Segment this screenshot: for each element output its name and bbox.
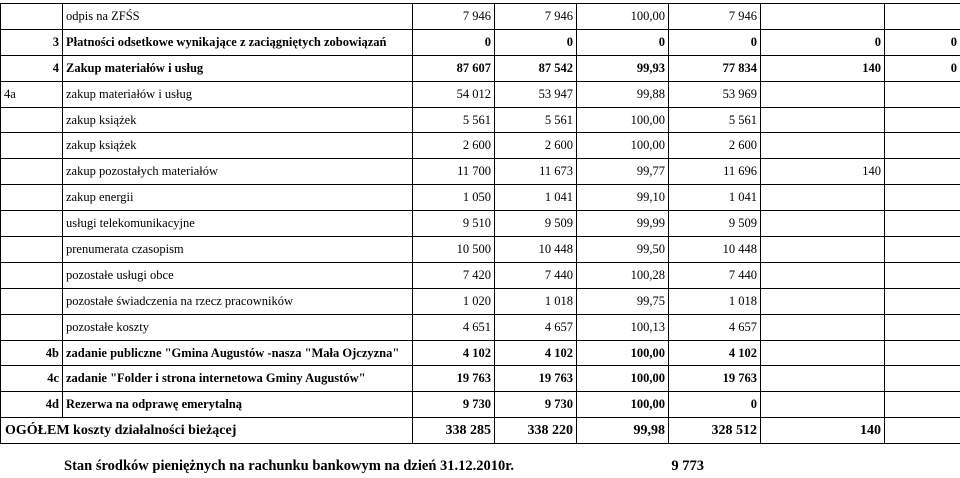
row-label: zadanie "Folder i strona internetowa Gminy Augustów" — [63, 366, 413, 392]
plan-value: 0 — [413, 29, 495, 55]
overdue-value — [885, 159, 960, 185]
total-executed-value: 338 220 — [495, 418, 577, 444]
row-label: prenumerata czasopism — [63, 237, 413, 263]
total-expense-value: 328 512 — [669, 418, 761, 444]
row-label: pozostałe świadczenia na rzecz pracowników — [63, 288, 413, 314]
bank-balance-value: 9 773 — [671, 458, 704, 474]
plan-value: 1 050 — [413, 185, 495, 211]
percent-value: 99,50 — [577, 237, 669, 263]
executed-value: 4 657 — [495, 314, 577, 340]
row-number — [1, 159, 63, 185]
percent-value: 100,00 — [577, 340, 669, 366]
commitment-value — [761, 288, 885, 314]
total-overdue-value — [885, 418, 960, 444]
plan-value: 9 510 — [413, 211, 495, 237]
expense-value: 10 448 — [669, 237, 761, 263]
commitment-value — [761, 81, 885, 107]
percent-value: 100,00 — [577, 4, 669, 30]
overdue-value — [885, 185, 960, 211]
executed-value: 0 — [495, 29, 577, 55]
financial-table — [0, 3, 960, 444]
overdue-value — [885, 288, 960, 314]
row-number: 4c — [1, 366, 63, 392]
percent-value: 100,00 — [577, 107, 669, 133]
commitment-value — [761, 366, 885, 392]
plan-value: 87 607 — [413, 55, 495, 81]
executed-value: 10 448 — [495, 237, 577, 263]
table-row — [1, 262, 960, 288]
executed-value: 87 542 — [495, 55, 577, 81]
row-number: 4 — [1, 55, 63, 81]
percent-value: 100,00 — [577, 133, 669, 159]
row-label: Zakup materiałów i usług — [63, 55, 413, 81]
total-percent-value: 99,98 — [577, 418, 669, 444]
percent-value: 99,99 — [577, 211, 669, 237]
expense-value: 9 509 — [669, 211, 761, 237]
executed-value: 9 509 — [495, 211, 577, 237]
expense-value: 0 — [669, 29, 761, 55]
row-number — [1, 237, 63, 263]
row-number — [1, 262, 63, 288]
overdue-value — [885, 262, 960, 288]
executed-value: 4 102 — [495, 340, 577, 366]
plan-value: 4 102 — [413, 340, 495, 366]
commitment-value — [761, 185, 885, 211]
plan-value: 1 020 — [413, 288, 495, 314]
plan-value: 7 946 — [413, 4, 495, 30]
row-number — [1, 211, 63, 237]
percent-value: 99,75 — [577, 288, 669, 314]
percent-value: 99,93 — [577, 55, 669, 81]
table-row — [1, 81, 960, 107]
table-row — [1, 340, 960, 366]
expense-value: 4 102 — [669, 340, 761, 366]
table-row — [1, 55, 960, 81]
table-row — [1, 392, 960, 418]
expense-value: 4 657 — [669, 314, 761, 340]
overdue-value — [885, 392, 960, 418]
executed-value: 5 561 — [495, 107, 577, 133]
expense-value: 7 440 — [669, 262, 761, 288]
row-label: zakup energii — [63, 185, 413, 211]
table-row — [1, 133, 960, 159]
overdue-value — [885, 237, 960, 263]
table-row — [1, 237, 960, 263]
plan-value: 10 500 — [413, 237, 495, 263]
overdue-value — [885, 366, 960, 392]
executed-value: 19 763 — [495, 366, 577, 392]
table-row — [1, 211, 960, 237]
bank-balance-label: Stan środków pieniężnych na rachunku bankowym na dzień 31.12.2010r. — [64, 458, 515, 474]
commitment-value: 140 — [761, 159, 885, 185]
commitment-value — [761, 262, 885, 288]
expense-value: 0 — [669, 392, 761, 418]
overdue-value — [885, 107, 960, 133]
commitment-value — [761, 340, 885, 366]
row-label: Rezerwa na odprawę emerytalną — [63, 392, 413, 418]
table-row — [1, 185, 960, 211]
overdue-value: 0 — [885, 55, 960, 81]
row-label: zakup książek — [63, 133, 413, 159]
plan-value: 54 012 — [413, 81, 495, 107]
total-row — [1, 418, 960, 444]
executed-value: 11 673 — [495, 159, 577, 185]
percent-value: 100,28 — [577, 262, 669, 288]
row-label: Płatności odsetkowe wynikające z zaciągniętych zobowiązań — [63, 29, 413, 55]
row-label: pozostałe koszty — [63, 314, 413, 340]
expense-value: 1 041 — [669, 185, 761, 211]
plan-value: 19 763 — [413, 366, 495, 392]
row-label: zakup pozostałych materiałów — [63, 159, 413, 185]
row-number — [1, 4, 63, 30]
table-body — [1, 4, 960, 444]
executed-value: 9 730 — [495, 392, 577, 418]
plan-value: 9 730 — [413, 392, 495, 418]
overdue-value: 0 — [885, 29, 960, 55]
commitment-value: 140 — [761, 55, 885, 81]
row-label: odpis na ZFŚS — [63, 4, 413, 30]
row-label: usługi telekomunikacyjne — [63, 211, 413, 237]
commitment-value — [761, 237, 885, 263]
expense-value: 1 018 — [669, 288, 761, 314]
percent-value: 100,13 — [577, 314, 669, 340]
overdue-value — [885, 314, 960, 340]
table-row — [1, 107, 960, 133]
expense-value: 2 600 — [669, 133, 761, 159]
row-number: 4a — [1, 81, 63, 107]
total-plan-value: 338 285 — [413, 418, 495, 444]
commitment-value — [761, 211, 885, 237]
row-number — [1, 288, 63, 314]
row-number: 4b — [1, 340, 63, 366]
executed-value: 1 018 — [495, 288, 577, 314]
table-row — [1, 159, 960, 185]
row-label: pozostałe usługi obce — [63, 262, 413, 288]
executed-value: 1 041 — [495, 185, 577, 211]
commitment-value — [761, 133, 885, 159]
commitment-value — [761, 4, 885, 30]
expense-value: 77 834 — [669, 55, 761, 81]
percent-value: 100,00 — [577, 366, 669, 392]
overdue-value — [885, 81, 960, 107]
plan-value: 4 651 — [413, 314, 495, 340]
table-row — [1, 29, 960, 55]
plan-value: 7 420 — [413, 262, 495, 288]
table-row — [1, 288, 960, 314]
total-commitment-value: 140 — [761, 418, 885, 444]
expense-value: 5 561 — [669, 107, 761, 133]
expense-value: 53 969 — [669, 81, 761, 107]
row-label: zakup książek — [63, 107, 413, 133]
row-number — [1, 314, 63, 340]
expense-value: 7 946 — [669, 4, 761, 30]
row-label: zadanie publiczne "Gmina Augustów -nasza "Mała Ojczyzna" — [63, 340, 413, 366]
overdue-value — [885, 133, 960, 159]
percent-value: 0 — [577, 29, 669, 55]
executed-value: 53 947 — [495, 81, 577, 107]
percent-value: 99,88 — [577, 81, 669, 107]
commitment-value — [761, 392, 885, 418]
table-row — [1, 366, 960, 392]
commitment-value — [761, 314, 885, 340]
plan-value: 5 561 — [413, 107, 495, 133]
row-number — [1, 185, 63, 211]
table-row — [1, 314, 960, 340]
row-number — [1, 107, 63, 133]
table-row — [1, 4, 960, 30]
percent-value: 100,00 — [577, 392, 669, 418]
executed-value: 7 946 — [495, 4, 577, 30]
plan-value: 2 600 — [413, 133, 495, 159]
row-number: 3 — [1, 29, 63, 55]
overdue-value — [885, 4, 960, 30]
percent-value: 99,10 — [577, 185, 669, 211]
commitment-value: 0 — [761, 29, 885, 55]
row-number — [1, 133, 63, 159]
commitment-value — [761, 107, 885, 133]
percent-value: 99,77 — [577, 159, 669, 185]
row-label: zakup materiałów i usług — [63, 81, 413, 107]
overdue-value — [885, 211, 960, 237]
executed-value: 7 440 — [495, 262, 577, 288]
expense-value: 11 696 — [669, 159, 761, 185]
total-label: OGÓŁEM koszty działalności bieżącej — [1, 418, 413, 444]
plan-value: 11 700 — [413, 159, 495, 185]
overdue-value — [885, 340, 960, 366]
row-number: 4d — [1, 392, 63, 418]
executed-value: 2 600 — [495, 133, 577, 159]
expense-value: 19 763 — [669, 366, 761, 392]
